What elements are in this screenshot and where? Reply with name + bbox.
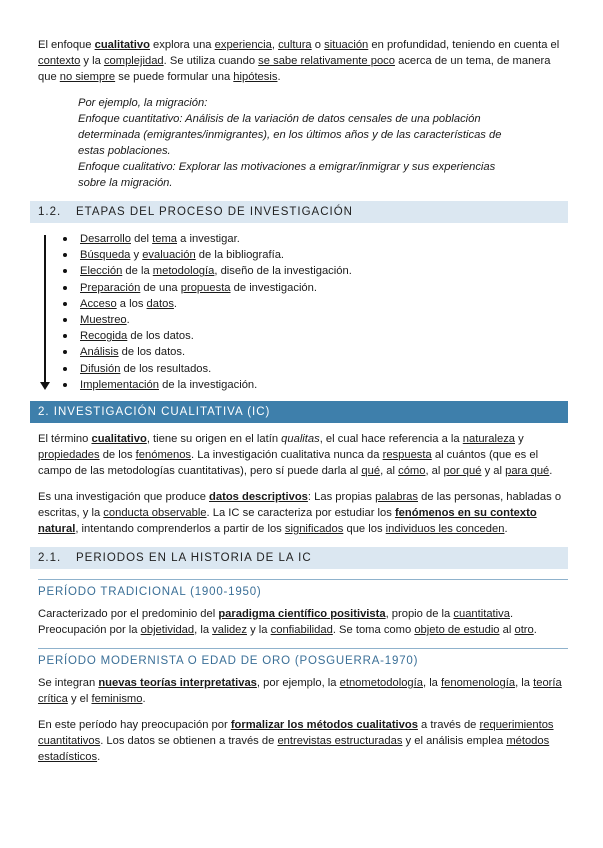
text-run: Difusión xyxy=(80,362,121,375)
text-run: paradigma científico positivista xyxy=(218,608,386,621)
example-line: Por ejemplo, la migración: xyxy=(78,97,208,109)
period-2-paragraph-a xyxy=(38,675,568,707)
text-run: métodos estadísticos xyxy=(38,735,550,764)
example-line: Enfoque cuantitativo: Análisis de la variación de datos censales de una población determinada (emigrantes/inmigrantes), en los últimos años y de las características de estas poblaciones. xyxy=(78,113,502,157)
section-title: ETAPAS DEL PROCESO DE INVESTIGACIÓN xyxy=(76,206,353,218)
text-run: acerca de un tema, de manera que xyxy=(38,55,551,83)
text-run: respuesta xyxy=(382,449,432,462)
text-run: se sabe relativamente poco xyxy=(258,55,395,67)
text-run: feminismo xyxy=(91,693,143,706)
text-run: formalizar los métodos cualitativos xyxy=(230,719,418,732)
text-run: . xyxy=(142,693,146,706)
text-run: cuantitativa xyxy=(453,608,510,621)
text-run: nuevas teorías interpretativas xyxy=(98,677,257,690)
text-run: no siempre xyxy=(59,71,116,83)
text-run: , propio de la xyxy=(385,608,454,621)
text-run: y la xyxy=(80,55,104,67)
text-run: , la xyxy=(515,677,534,690)
text-run: confiabilidad xyxy=(270,624,333,637)
text-run: Es una investigación que produce xyxy=(38,491,210,504)
text-run: situación xyxy=(324,39,369,51)
list-item xyxy=(80,328,568,344)
text-run: en profundidad, teniendo en cuenta el xyxy=(368,39,560,51)
steps-list xyxy=(38,231,568,393)
text-run: complejidad xyxy=(103,55,164,67)
document-page xyxy=(38,37,568,775)
text-run: En este período hay preocupación por xyxy=(38,719,231,732)
text-run: . xyxy=(533,624,537,637)
text-run: requerimientos cuantitativos xyxy=(38,719,554,748)
text-run: que los xyxy=(343,523,386,536)
text-run: Muestreo xyxy=(80,314,127,327)
text-run: Elección xyxy=(80,265,123,278)
text-run: otro xyxy=(514,624,534,637)
text-run: : Las propias xyxy=(307,491,376,504)
text-run: al cuántos (que es el campo de las metodologías cuantitativas), pero sí puede darla al xyxy=(38,449,539,478)
text-run: tema xyxy=(152,233,178,245)
list-item xyxy=(80,231,568,247)
text-run: cualitativo xyxy=(94,39,150,51)
text-run: . xyxy=(173,297,178,310)
text-run: . Los datos se obtienen a través de xyxy=(100,735,278,748)
list-item xyxy=(80,361,568,377)
text-run: propiedades xyxy=(38,449,100,462)
ic-paragraph-2 xyxy=(38,489,568,537)
intro-paragraph xyxy=(38,37,568,85)
down-arrow-icon xyxy=(40,382,50,390)
text-run: , xyxy=(271,39,279,51)
text-run: . xyxy=(126,314,130,327)
text-run: se puede formular una xyxy=(115,71,234,83)
text-run: . La investigación cualitativa nunca da xyxy=(191,449,383,462)
period-2-paragraph-b xyxy=(38,717,568,765)
text-run: . Se utiliza cuando xyxy=(163,55,259,67)
text-run: contexto xyxy=(38,55,81,67)
text-run: . La IC se caracteriza por estudiar los xyxy=(206,507,395,520)
down-arrow-line xyxy=(44,235,46,385)
text-run: experiencia xyxy=(214,39,272,51)
text-run: Implementación xyxy=(80,378,159,391)
text-run: y la xyxy=(247,624,271,637)
text-run: Caracterizado por el predominio del xyxy=(38,608,219,621)
text-run: de los xyxy=(99,449,136,462)
text-run: del xyxy=(130,233,153,245)
text-run: al xyxy=(499,624,515,637)
period-heading-traditional: PERÍODO TRADICIONAL (1900-1950) xyxy=(38,579,568,600)
text-run: datos descriptivos xyxy=(209,491,308,504)
text-run: y el análisis emplea xyxy=(402,735,507,748)
text-run: cualitativo xyxy=(91,433,147,446)
text-run: por qué xyxy=(443,465,482,478)
text-run: explora una xyxy=(149,39,215,51)
text-run: para qué xyxy=(505,465,550,478)
text-run: de los resultados. xyxy=(120,362,212,375)
list-item xyxy=(80,247,568,263)
text-run: objeto de estudio xyxy=(414,624,500,637)
text-run: . xyxy=(504,523,508,536)
text-run: fenomenología xyxy=(441,677,516,690)
text-run: a investigar. xyxy=(177,233,240,245)
text-run: palabras xyxy=(375,491,418,504)
text-run: qualitas xyxy=(281,433,320,446)
text-run: metodología xyxy=(152,265,215,278)
text-run: El enfoque xyxy=(38,39,95,51)
text-run: evaluación xyxy=(142,249,196,262)
process-steps xyxy=(38,231,568,393)
text-run: cultura xyxy=(278,39,312,51)
period-heading-modernist: PERÍODO MODERNISTA O EDAD DE ORO (POSGUERRA-1970) xyxy=(38,648,568,669)
example-line: Enfoque cualitativo: Explorar las motivaciones a emigrar/inmigrar y sus experiencias sobre la migración. xyxy=(78,161,496,189)
section-title: PERIODOS EN LA HISTORIA DE LA IC xyxy=(76,552,312,565)
text-run: fenómenos en su contexto natural xyxy=(38,507,537,536)
text-run: propuesta xyxy=(180,281,231,294)
list-item xyxy=(80,377,568,393)
text-run: y al xyxy=(481,465,506,478)
text-run: y el xyxy=(67,693,92,706)
text-run: de la xyxy=(122,265,153,278)
text-run: . Se toma como xyxy=(332,624,415,637)
text-run: , tiene su origen en el latín xyxy=(146,433,282,446)
list-item xyxy=(80,263,568,279)
text-run: de la bibliografía. xyxy=(195,249,285,262)
text-run: . xyxy=(277,71,281,83)
text-run: cómo xyxy=(398,465,426,478)
text-run: , al xyxy=(425,465,444,478)
list-item xyxy=(80,280,568,296)
example-block xyxy=(78,95,518,191)
text-run: , el cual hace referencia a la xyxy=(319,433,463,446)
text-run: Desarrollo xyxy=(80,233,131,245)
text-run: , diseño de la investigación. xyxy=(214,265,352,278)
text-run: Acceso xyxy=(80,297,117,310)
text-run: , la xyxy=(422,677,442,690)
text-run: , la xyxy=(194,624,213,637)
ic-paragraph-1 xyxy=(38,431,568,479)
text-run: o xyxy=(311,39,325,51)
text-run: etnometodología xyxy=(339,677,423,690)
section-number: 1.2. xyxy=(38,206,62,218)
text-run: qué xyxy=(361,465,381,478)
section-heading-2-1 xyxy=(30,547,568,569)
text-run: de las personas, habladas o escritas, y la xyxy=(38,491,562,520)
text-run: a través de xyxy=(417,719,480,732)
text-run: conducta observable xyxy=(103,507,207,520)
text-run: entrevistas estructuradas xyxy=(277,735,403,748)
text-run: teoría crítica xyxy=(38,677,562,706)
text-run: , al xyxy=(380,465,399,478)
list-item xyxy=(80,344,568,360)
section-heading-1-2 xyxy=(30,201,568,223)
text-run: validez xyxy=(212,624,247,637)
text-run: . xyxy=(97,751,101,764)
text-run: individuos les conceden xyxy=(385,523,505,536)
period-1-paragraph xyxy=(38,606,568,638)
text-run: objetividad xyxy=(140,624,195,637)
text-run: Preparación xyxy=(80,281,141,294)
section-number: 2.1. xyxy=(38,552,62,565)
text-run: El término xyxy=(38,433,92,446)
list-item xyxy=(80,296,568,312)
text-run: . Preocupación por la xyxy=(38,608,514,637)
text-run: naturaleza xyxy=(462,433,516,446)
section-heading-2: 2. INVESTIGACIÓN CUALITATIVA (IC) xyxy=(30,401,568,423)
text-run: , intentando comprenderlos a partir de los xyxy=(75,523,285,536)
list-item xyxy=(80,312,568,328)
text-run: Análisis xyxy=(80,346,119,359)
text-run: a los xyxy=(116,297,147,310)
text-run: Búsqueda xyxy=(80,249,131,262)
text-run: significados xyxy=(284,523,344,536)
text-run: de una xyxy=(140,281,181,294)
text-run: Se integran xyxy=(38,677,99,690)
text-run: , por ejemplo, la xyxy=(256,677,340,690)
text-run: fenómenos xyxy=(135,449,192,462)
text-run: de los datos. xyxy=(118,346,186,359)
text-run: Recogida xyxy=(80,330,128,343)
text-run: datos xyxy=(146,297,174,310)
text-run: . xyxy=(549,465,553,478)
text-run: de investigación. xyxy=(230,281,317,294)
text-run: de la investigación. xyxy=(158,378,258,391)
text-run: de los datos. xyxy=(127,330,194,343)
text-run: hipótesis xyxy=(233,71,278,83)
text-run: y xyxy=(515,433,524,446)
text-run: y xyxy=(130,249,143,262)
